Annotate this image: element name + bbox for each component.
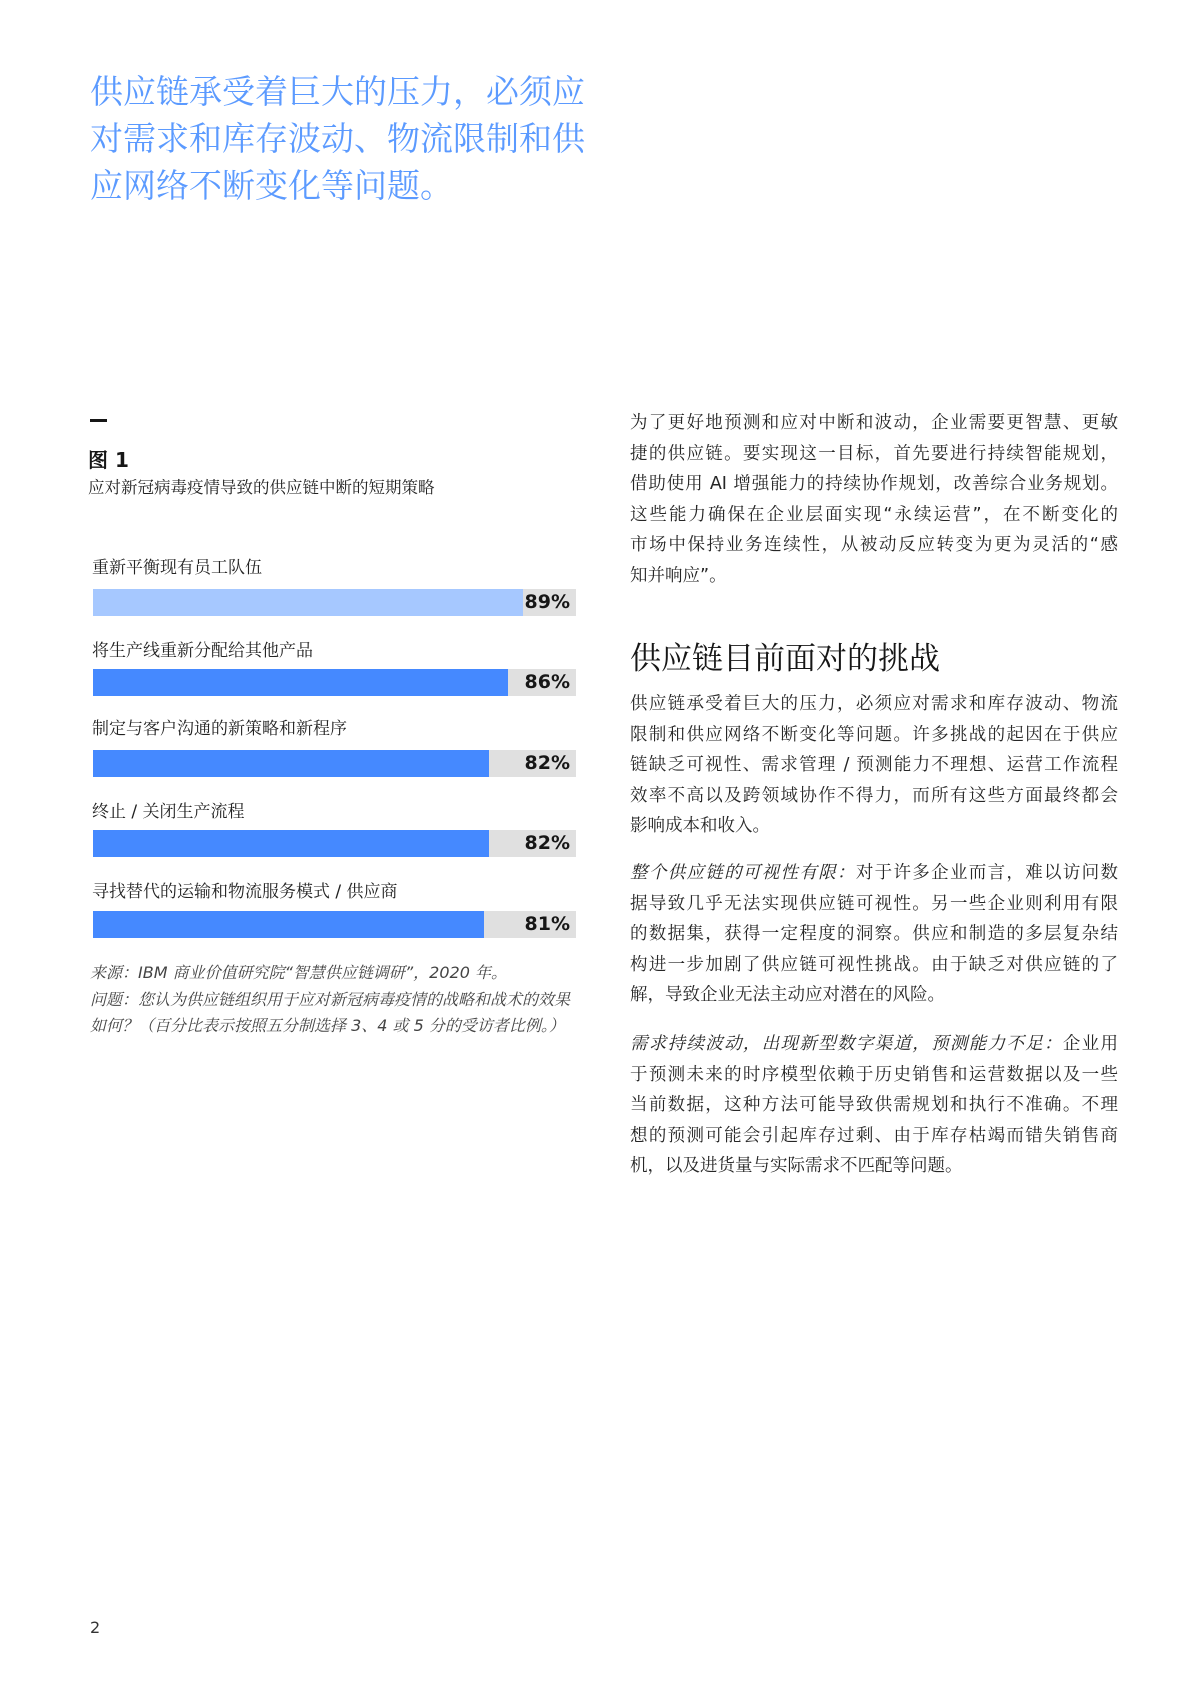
bar-value-label: 82%: [524, 752, 570, 774]
bar-value-label: 89%: [524, 591, 570, 613]
text-line: 于预测未来的时序模型依赖于历史销售和运营数据以及一些: [630, 1064, 1118, 1085]
bar: [93, 669, 508, 696]
text-span: 对于许多企业而言，难以访问数: [855, 863, 1118, 883]
hero-line: 应网络不断变化等问题。: [90, 166, 453, 205]
hero-quote: [90, 68, 585, 209]
bar-label: 终止 / 关闭生产流程: [92, 802, 245, 822]
text-line: 解，导致企业无法主动应对潜在的风险。: [630, 985, 945, 1005]
bar-label: 寻找替代的运输和物流服务模式 / 供应商: [92, 882, 398, 902]
hero-line: 对需求和库存波动、物流限制和供: [90, 119, 585, 158]
text-line: 据导致几乎无法实现供应链可视性。另一些企业则利用有限: [630, 893, 1118, 914]
text-line: 供应链承受着巨大的压力，必须应对需求和库存波动、物流: [630, 694, 1118, 714]
text-line: 影响成本和收入。: [630, 816, 770, 836]
bar: [93, 911, 484, 938]
text-line: 市场中保持业务连续性，从被动反应转变为更为灵活的“感: [630, 535, 1118, 555]
source-line: 来源：IBM 商业价值研究院“智慧供应链调研”，2020 年。: [90, 963, 507, 982]
challenges-paragraph: [630, 689, 1118, 842]
text-line: 捷的供应链。要实现这一目标，首先要进行持续智能规划，: [630, 443, 1118, 464]
intro-paragraph: [630, 408, 1118, 591]
figure-number: 图 1: [88, 448, 129, 472]
text-span: 企业用: [1062, 1034, 1118, 1054]
text-line: 知并响应”。: [630, 565, 727, 586]
demand-paragraph: [630, 1029, 1118, 1182]
text-line: 链缺乏可视性、需求管理 / 预测能力不理想、运营工作流程: [630, 755, 1118, 775]
text-line: 这些能力确保在企业层面实现“永续运营”，在不断变化的: [630, 504, 1118, 525]
text-line: 当前数据，这种方法可能导致供需规划和执行不准确。不理: [630, 1095, 1118, 1115]
bar-track: [93, 750, 576, 777]
bar-track: [93, 669, 576, 696]
bar-label: 重新平衡现有员工队伍: [92, 558, 262, 578]
text-line: 借助使用 AI 增强能力的持续协作规划，改善综合业务规划。: [630, 474, 1118, 494]
figure-source: [90, 960, 570, 1040]
source-line: 问题：您认为供应链组织用于应对新冠病毒疫情的战略和战术的效果: [90, 989, 571, 1009]
source-line: 如何？（百分比表示按照五分制选择 3、4 或 5 分的受访者比例。）: [90, 1016, 565, 1035]
hero-line: 供应链承受着巨大的压力，必须应: [90, 72, 585, 111]
bar-value-label: 82%: [524, 832, 570, 854]
bar: [93, 589, 523, 616]
text-line: 的数据集，获得一定程度的洞察。供应和制造的多层复杂结: [630, 924, 1118, 944]
bar-label: 将生产线重新分配给其他产品: [92, 641, 313, 661]
figure-title: 应对新冠病毒疫情导致的供应链中断的短期策略: [88, 478, 435, 497]
bar-value-label: 86%: [524, 671, 570, 693]
text-line: 机，以及进货量与实际需求不匹配等问题。: [630, 1156, 963, 1176]
paragraph-lead: 整个供应链的可视性有限：: [630, 863, 856, 883]
bar: [93, 830, 489, 857]
text-line: 构进一步加剧了供应链可视性挑战。由于缺乏对供应链的了: [630, 954, 1118, 975]
visibility-paragraph: [630, 858, 1118, 1011]
page-number: 2: [90, 1618, 101, 1637]
text-line: 想的预测可能会引起库存过剩、由于库存枯竭而错失销售商: [630, 1125, 1118, 1146]
bar-label: 制定与客户沟通的新策略和新程序: [92, 719, 347, 739]
bar-track: [93, 911, 576, 938]
section-heading: 供应链目前面对的挑战: [630, 641, 940, 677]
text-line: 效率不高以及跨领域协作不得力，而所有这些方面最终都会: [630, 785, 1118, 806]
bar-track: [93, 589, 576, 616]
section-divider: [90, 419, 107, 422]
bar-value-label: 81%: [524, 913, 570, 935]
text-line: 为了更好地预测和应对中断和波动，企业需要更智慧、更敏: [630, 413, 1118, 433]
bar-track: [93, 830, 576, 857]
paragraph-lead: 需求持续波动，出现新型数字渠道，预测能力不足：: [630, 1034, 1063, 1054]
text-line: 限制和供应网络不断变化等问题。许多挑战的起因在于供应: [630, 724, 1118, 745]
bar: [93, 750, 489, 777]
